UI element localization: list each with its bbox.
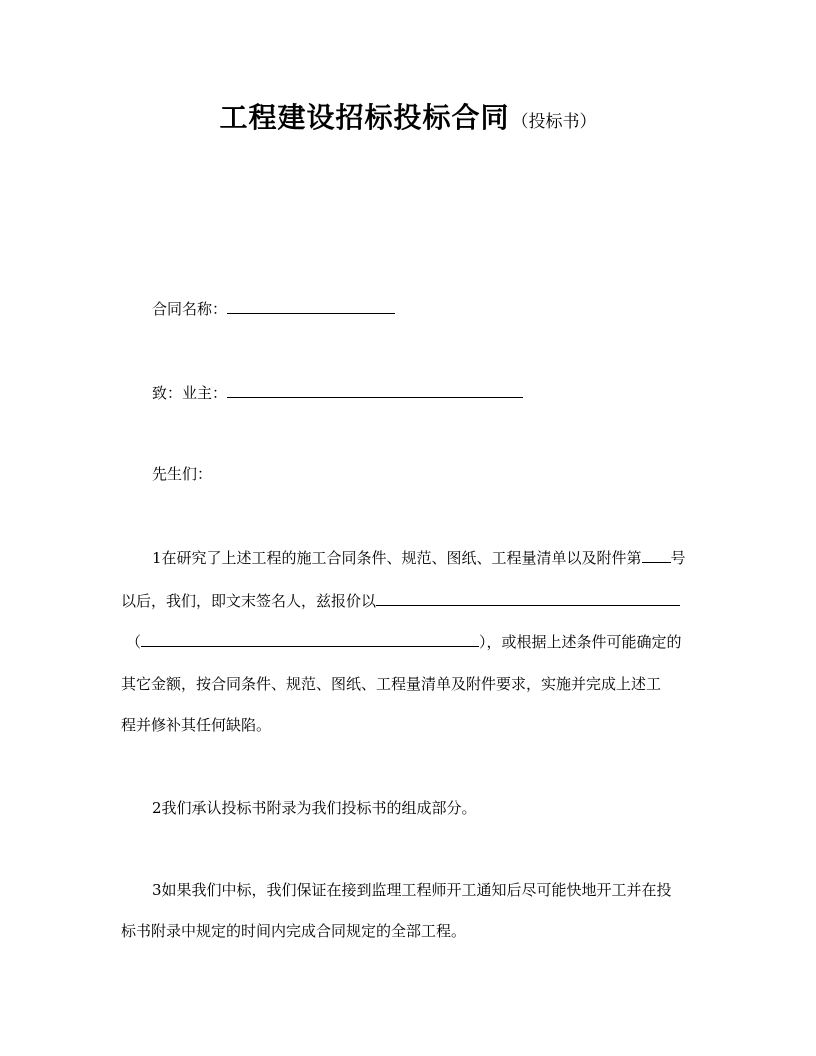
document-title-block [0, 96, 816, 136]
para3-line2: 标书附录中规定的时间内完成合同规定的全部工程。 [121, 922, 467, 940]
para1-line3-close: ），或根据上述条件可能确定的 [479, 633, 682, 651]
bid-amount-words-blank[interactable] [141, 629, 479, 647]
para1-line3-open: （ [126, 633, 142, 651]
contract-name-label: 合同名称： [152, 300, 228, 318]
para2: 2我们承认投标书附录为我们投标书的组成部分。 [152, 799, 477, 817]
bid-amount-blank[interactable] [376, 588, 680, 606]
para1-line1 [152, 545, 686, 570]
owner-label: 致：业主： [152, 384, 228, 402]
para3-line1: 3如果我们中标，我们保证在接到监理工程师开工通知后尽可能快地开工并在投 [152, 881, 672, 899]
para1-line3 [126, 629, 682, 654]
attachment-number-blank[interactable] [642, 545, 671, 563]
document-title: 工程建设招标投标合同 [219, 101, 510, 134]
document-subtitle: （投标书） [511, 112, 597, 132]
para1-line1-suffix: 号 [670, 549, 686, 567]
para1-line1-text: 1在研究了上述工程的施工合同条件、规范、图纸、工程量清单以及附件第 [152, 549, 642, 567]
salutation: 先生们： [152, 465, 213, 483]
para1-line5: 程并修补其任何缺陷。 [121, 716, 272, 734]
owner-line [152, 380, 523, 405]
para1-line2 [121, 588, 680, 613]
owner-blank[interactable] [227, 380, 523, 398]
para1-line2-text: 以后，我们，即文末签名人，兹报价以 [121, 592, 377, 610]
para1-line4: 其它金额，按合同条件、规范、图纸、工程量清单及附件要求，实施并完成上述工 [121, 675, 662, 693]
contract-name-line [152, 296, 395, 321]
contract-name-blank[interactable] [227, 296, 395, 314]
